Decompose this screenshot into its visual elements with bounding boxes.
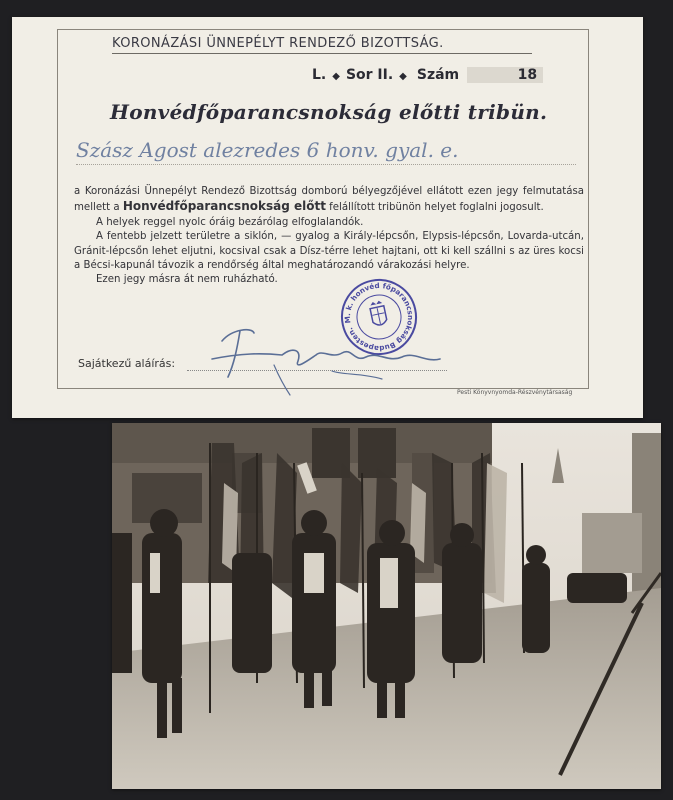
- terms-paragraph-1: a Koronázási Ünnepélyt Rendező Bizottság domború bélyegzőjével ellátott ezen jegy felmutatása mellett a Honvédfőparancsnokság előtt felállított tribünön helyet foglalni jogosult.: [74, 186, 584, 214]
- ticket-terms: [74, 185, 584, 288]
- seat-number: 18: [467, 67, 543, 83]
- handwritten-signature-icon: [182, 319, 452, 399]
- admission-ticket: [12, 17, 643, 418]
- seat-number-label: Szám: [416, 67, 460, 83]
- terms-paragraph-4: Ezen jegy másra át nem ruházható.: [96, 274, 278, 286]
- ticket-header: KORONÁZÁSI ÜNNEPÉLYT RENDEZŐ BIZOTTSÁG.: [112, 36, 532, 54]
- procession-photo-icon: [112, 423, 661, 789]
- seat-section: L.: [312, 67, 327, 83]
- printer-credit: Pesti Könyvnyomda-Részvénytársaság: [457, 389, 573, 396]
- diamond-icon: ◆: [332, 71, 340, 82]
- diamond-icon: ◆: [399, 71, 407, 82]
- signature-label: Sajátkezű aláírás:: [78, 357, 176, 370]
- handwritten-holder-name: Szász Agost alezredes 6 honv. gyal. e.: [76, 138, 576, 165]
- procession-photo: [112, 423, 661, 789]
- ticket-title: Honvédfőparancsnokság előtti tribün.: [110, 100, 548, 124]
- terms-paragraph-2: A helyek reggel nyolc óráig bezárólag elfoglalandók.: [96, 216, 364, 228]
- seat-info: [312, 67, 543, 83]
- svg-text:M. k. honvéd főparancsnokság B: M. k. honvéd főparancsnokság Budapesten.: [342, 280, 416, 354]
- seat-row: Sor II.: [345, 67, 394, 83]
- terms-paragraph-3: A fentebb jelzett területre a siklón, — gyalog a Király-lépcsőn, Elypsis-lépcsőn, Lovarda-utcán, Gránit-lépcsőn lehet eljutni, kocsival csak a Dísz-térre lehet hajtani, ott ki kell szállni s az üres kocsi a Bécsi-kapunál távozik a rendőrség által meghatározandó várakozási helyre.: [74, 231, 584, 272]
